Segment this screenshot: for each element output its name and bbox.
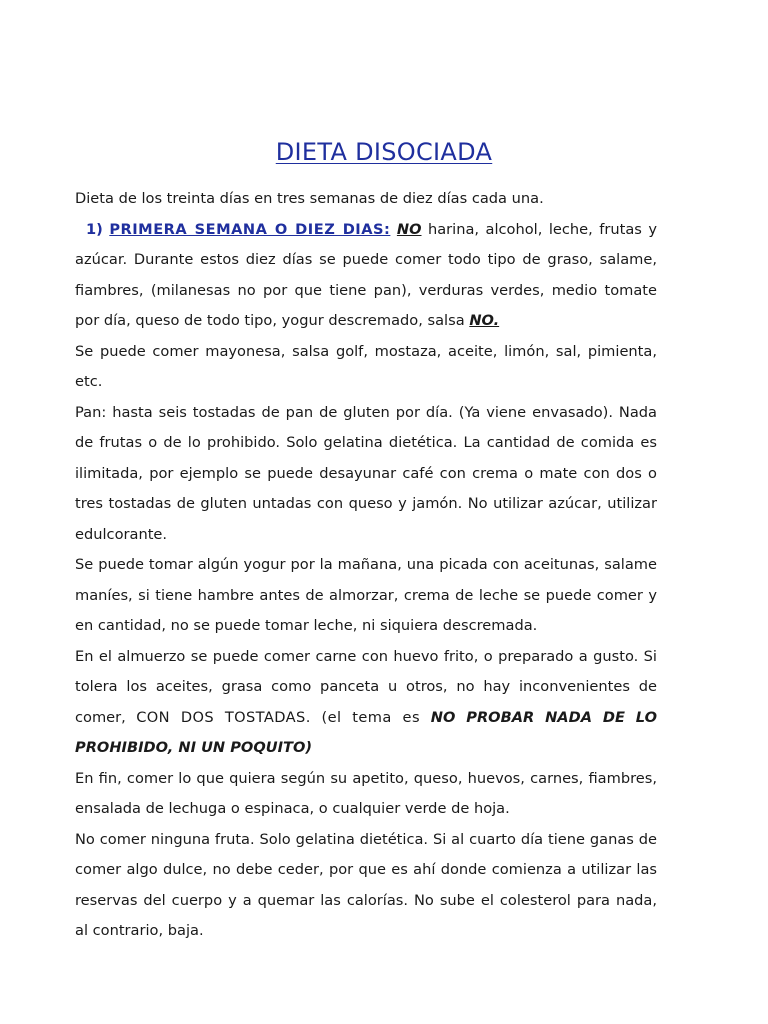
paragraph-bread: Pan: hasta seis tostadas de pan de gluten por día. (Ya viene envasado). Nada de frutas o de lo prohibido. Solo gelatina dietética. La cantidad de comida es ilimitada, por ejemplo se puede desayunar café con crema o mate con dos o tres tostadas de gluten untadas con queso y jamón. No utilizar azúcar, utilizar edulcorante.: [75, 403, 657, 543]
section-heading: PRIMERA SEMANA O DIEZ DIAS:: [109, 220, 391, 238]
lunch-text: En el almuerzo se puede comer carne con huevo frito, o preparado a gusto. Si tolera los aceites, grasa como panceta u otros, no hay inconvenientes de comer,: [75, 647, 657, 726]
paragraph-in-summary: En fin, comer lo que quiera según su apetito, queso, huevos, carnes, fiambres, ensalada de lechuga o espinaca, o cualquier verde de hoja.: [75, 769, 657, 817]
intro-paragraph: Dieta de los treinta días en tres semanas de diez días cada una.: [75, 190, 544, 207]
section-text: harina, alcohol, leche, frutas y azúcar. Durante estos diez días se puede comer todo tipo de graso, salame, fiambres, (milanesas no por que tiene pan), verduras verdes, medio tomate por día, queso de todo tipo, yogur descremado, salsa: [75, 220, 658, 329]
paragraph-no-fruit: No comer ninguna fruta. Solo gelatina dietética. Si al cuarto día tiene ganas de comer algo dulce, no debe ceder, por que es ahí donde comienza a utilizar las reservas del cuerpo y a quemar las calorías. No sube el colesterol para nada, al contrario, baja.: [75, 830, 657, 939]
lunch-emphasis: NO PROBAR NADA DE LO PROHIBIDO, NI UN POQUITO): [75, 708, 657, 756]
paragraph-lunch: [75, 642, 657, 764]
paragraph-condiments: Se puede comer mayonesa, salsa golf, mostaza, aceite, limón, sal, pimienta, etc.: [75, 342, 657, 390]
paragraph-yogurt: Se puede tomar algún yogur por la mañana, una picada con aceitunas, salame maníes, si tiene hambre antes de almorzar, crema de leche se puede comer y en cantidad, no se puede tomar leche, ni siquiera descremada.: [75, 556, 657, 634]
section-first-week: [75, 215, 657, 337]
section-number: 1): [86, 220, 103, 238]
no-label: NO: [396, 220, 422, 238]
salsa-no-label: NO.: [469, 312, 500, 329]
lunch-middle-text: . (el tema es: [305, 708, 431, 726]
document-body: [75, 184, 657, 947]
lunch-caps-text: CON DOS TOSTADAS: [136, 708, 306, 726]
document-title: DIETA DISOCIADA: [275, 138, 493, 166]
